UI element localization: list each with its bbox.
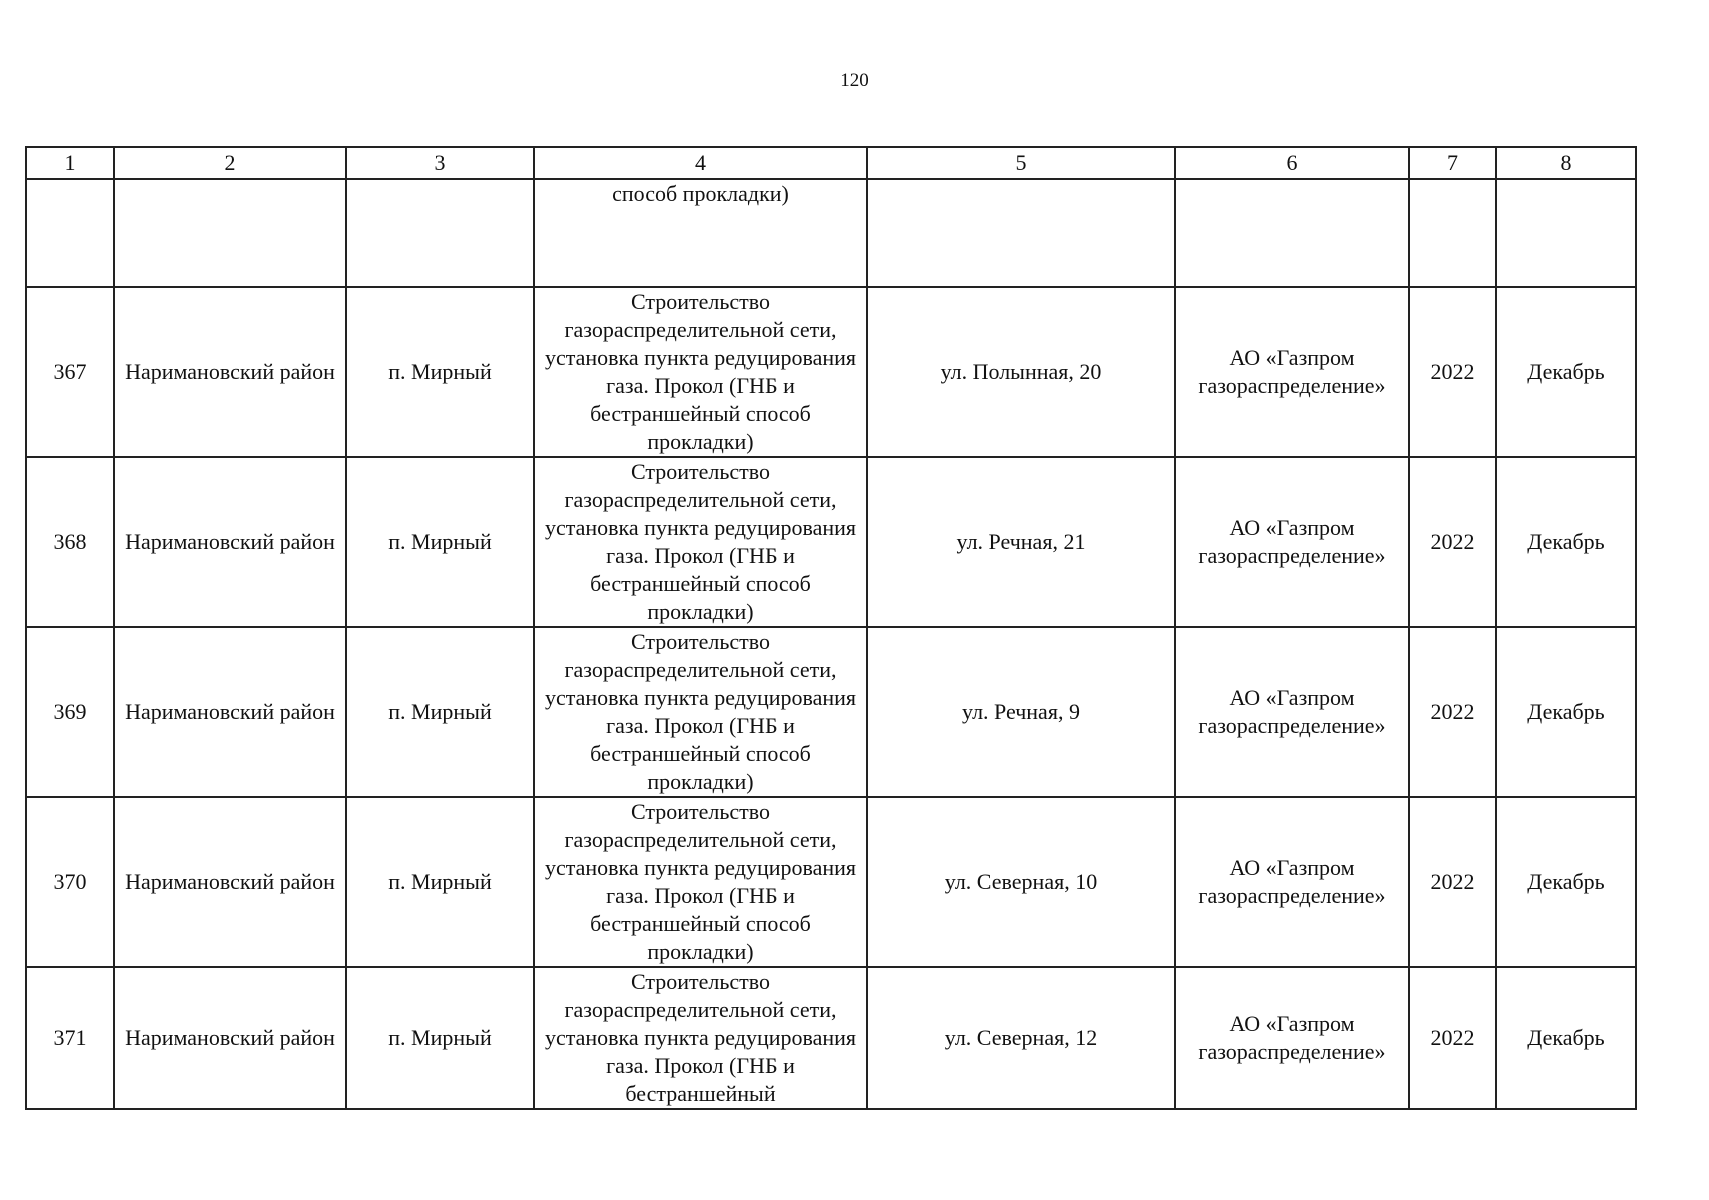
cell-empty — [867, 179, 1175, 287]
cell-district: Наримановский район — [114, 627, 346, 797]
cell-work: Строительство газораспределительной сети, установка пункта редуцирования газа. Прокол (ГНБ и бестраншейный способ прокладки) — [534, 627, 867, 797]
cell-settlement: п. Мирный — [346, 967, 534, 1109]
cell-year: 2022 — [1409, 627, 1496, 797]
header-col-5: 5 — [867, 147, 1175, 179]
cell-empty — [26, 179, 114, 287]
cell-settlement: п. Мирный — [346, 287, 534, 457]
cell-year: 2022 — [1409, 287, 1496, 457]
table-row — [26, 287, 1636, 457]
cell-settlement: п. Мирный — [346, 627, 534, 797]
cell-empty — [346, 179, 534, 287]
cell-number: 371 — [26, 967, 114, 1109]
cell-address: ул. Полынная, 20 — [867, 287, 1175, 457]
header-col-1: 1 — [26, 147, 114, 179]
header-col-6: 6 — [1175, 147, 1409, 179]
cell-address: ул. Северная, 10 — [867, 797, 1175, 967]
cell-year: 2022 — [1409, 967, 1496, 1109]
cell-empty — [1409, 179, 1496, 287]
works-table — [25, 146, 1637, 1110]
cell-month: Декабрь — [1496, 287, 1636, 457]
header-col-8: 8 — [1496, 147, 1636, 179]
cell-empty — [114, 179, 346, 287]
table-row — [26, 457, 1636, 627]
header-col-7: 7 — [1409, 147, 1496, 179]
cell-empty — [1496, 179, 1636, 287]
cell-district: Наримановский район — [114, 457, 346, 627]
cell-address: ул. Речная, 9 — [867, 627, 1175, 797]
cell-district: Наримановский район — [114, 797, 346, 967]
cell-work: Строительство газораспределительной сети, установка пункта редуцирования газа. Прокол (ГНБ и бестраншейный способ прокладки) — [534, 457, 867, 627]
table-row — [26, 967, 1636, 1109]
cell-number: 370 — [26, 797, 114, 967]
cell-district: Наримановский район — [114, 287, 346, 457]
header-row — [26, 147, 1636, 179]
cell-settlement: п. Мирный — [346, 457, 534, 627]
cell-address: ул. Речная, 21 — [867, 457, 1175, 627]
cell-number: 368 — [26, 457, 114, 627]
cell-work: Строительство газораспределительной сети, установка пункта редуцирования газа. Прокол (ГНБ и бестраншейный — [534, 967, 867, 1109]
table-row — [26, 627, 1636, 797]
header-col-2: 2 — [114, 147, 346, 179]
cell-settlement: п. Мирный — [346, 797, 534, 967]
table-row — [26, 797, 1636, 967]
header-col-4: 4 — [534, 147, 867, 179]
cell-district: Наримановский район — [114, 967, 346, 1109]
cell-work: Строительство газораспределительной сети, установка пункта редуцирования газа. Прокол (ГНБ и бестраншейный способ прокладки) — [534, 287, 867, 457]
cell-month: Декабрь — [1496, 627, 1636, 797]
cell-empty — [1175, 179, 1409, 287]
continuation-row — [26, 179, 1636, 287]
cell-organization: АО «Газпром газораспределение» — [1175, 627, 1409, 797]
cell-month: Декабрь — [1496, 797, 1636, 967]
cell-year: 2022 — [1409, 457, 1496, 627]
cell-month: Декабрь — [1496, 457, 1636, 627]
cell-organization: АО «Газпром газораспределение» — [1175, 797, 1409, 967]
cell-organization: АО «Газпром газораспределение» — [1175, 967, 1409, 1109]
cell-organization: АО «Газпром газораспределение» — [1175, 457, 1409, 627]
cell-number: 367 — [26, 287, 114, 457]
cell-month: Декабрь — [1496, 967, 1636, 1109]
header-col-3: 3 — [346, 147, 534, 179]
cell-address: ул. Северная, 12 — [867, 967, 1175, 1109]
cell-number: 369 — [26, 627, 114, 797]
cell-organization: АО «Газпром газораспределение» — [1175, 287, 1409, 457]
cell-work: Строительство газораспределительной сети, установка пункта редуцирования газа. Прокол (ГНБ и бестраншейный способ прокладки) — [534, 797, 867, 967]
page-number: 120 — [840, 70, 869, 91]
cell-work-continuation: способ прокладки) — [534, 179, 867, 287]
cell-year: 2022 — [1409, 797, 1496, 967]
